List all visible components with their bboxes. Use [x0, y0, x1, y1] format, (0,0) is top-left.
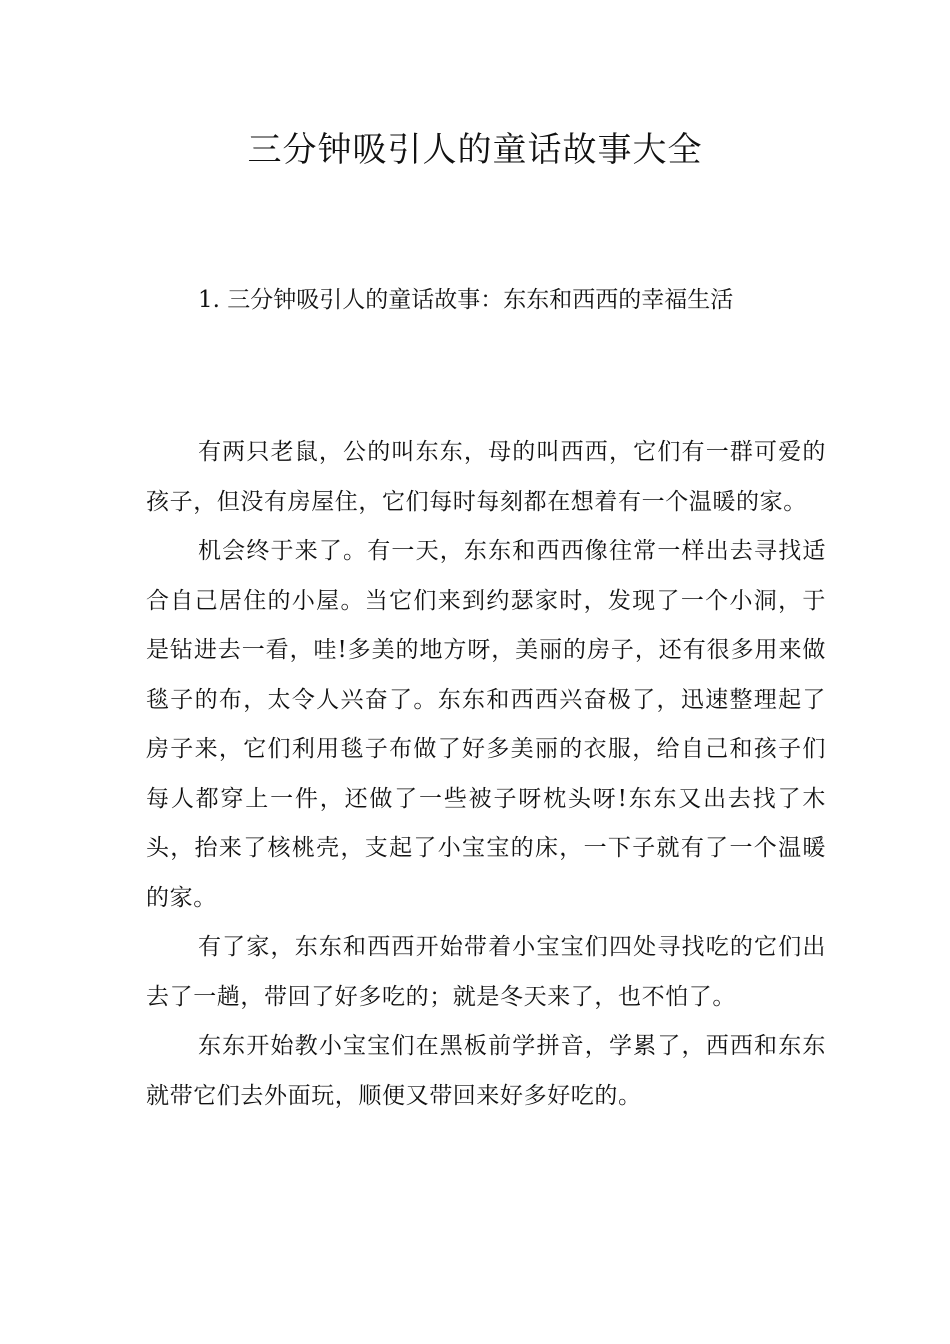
section-heading: 1. 三分钟吸引人的童话故事：东东和西西的幸福生活 [198, 287, 734, 313]
story-paragraph-3: 有了家，东东和西西开始带着小宝宝们四处寻找吃的它们出去了一趟，带回了好多吃的；就是冬天来了，也不怕了。 [146, 934, 826, 1010]
document-title: 三分钟吸引人的童话故事大全 [247, 130, 703, 170]
story-body [146, 428, 826, 1121]
story-paragraph-1: 有两只老鼠，公的叫东东，母的叫西西，它们有一群可爱的孩子，但没有房屋住，它们每时每刻都在想着有一个温暖的家。 [146, 439, 826, 515]
story-paragraph-4: 东东开始教小宝宝们在黑板前学拼音，学累了，西西和东东就带它们去外面玩，顺便又带回来好多好吃的。 [146, 1033, 826, 1109]
story-paragraph-2: 机会终于来了。有一天，东东和西西像往常一样出去寻找适合自己居住的小屋。当它们来到约瑟家时，发现了一个小洞，于是钻进去一看，哇!多美的地方呀，美丽的房子，还有很多用来做毯子的布，太令人兴奋了。东东和西西兴奋极了，迅速整理起了房子来，它们利用毯子布做了好多美丽的衣服，给自己和孩子们每人都穿上一件，还做了一些被子呀枕头呀!东东又出去找了木头，抬来了核桃壳，支起了小宝宝的床，一下子就有了一个温暖的家。 [146, 538, 826, 911]
